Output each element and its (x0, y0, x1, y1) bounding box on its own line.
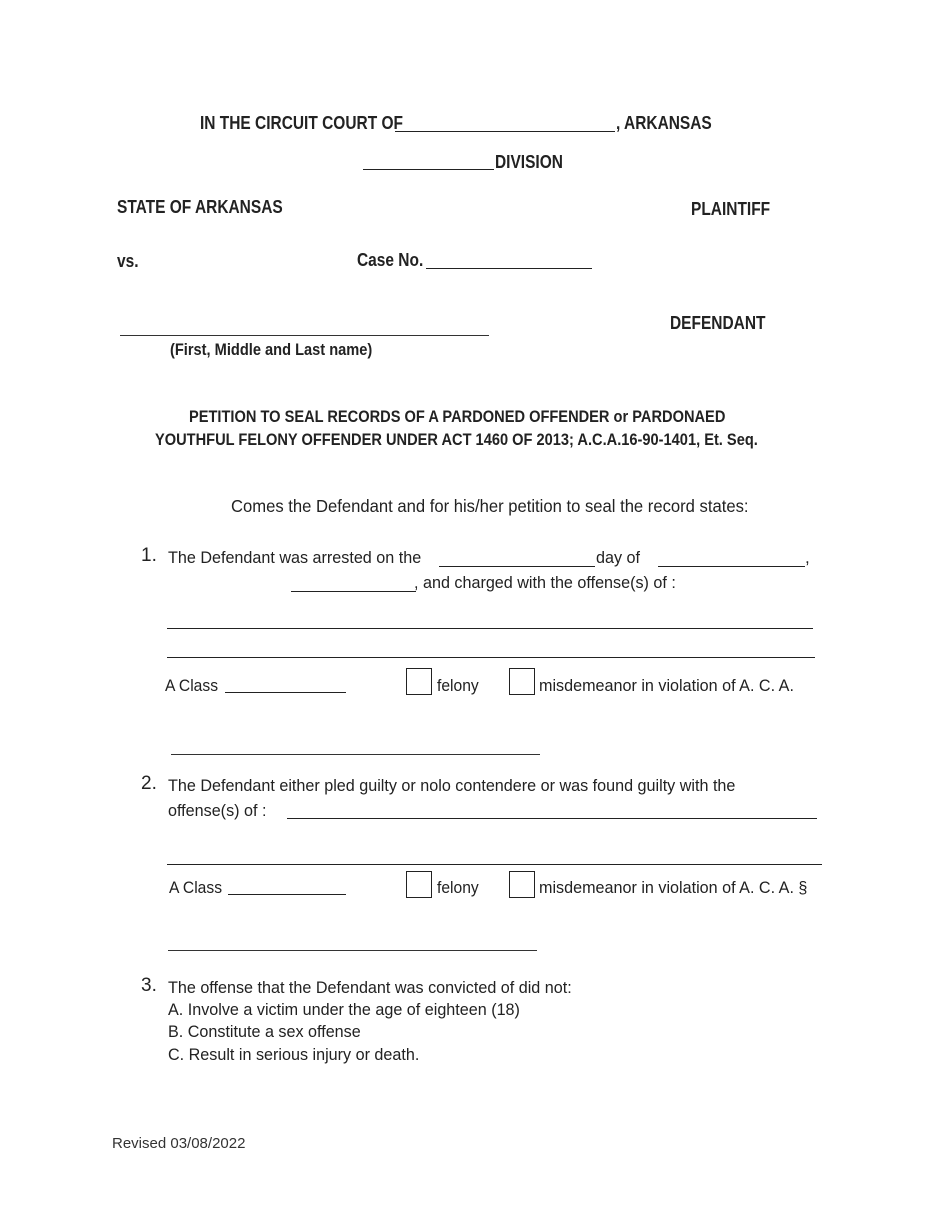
item1-offense-field-2[interactable] (167, 657, 815, 658)
item3-condition-a: A. Involve a victim under the age of eighteen (18) (168, 1000, 520, 1019)
item1-felony-label: felony (437, 676, 479, 695)
item1-class-label: A Class (165, 676, 219, 695)
arrest-year-field[interactable] (291, 591, 416, 592)
item2-class-field[interactable] (228, 894, 346, 895)
item1-text-a: The Defendant was arrested on the (168, 548, 422, 567)
item1-misdemeanor-checkbox[interactable] (509, 668, 535, 695)
revised-date: Revised 03/08/2022 (112, 1135, 246, 1152)
item2-offense-field-2[interactable] (167, 864, 822, 865)
defendant-label: DEFENDANT (670, 313, 766, 333)
item1-number: 1. (141, 545, 157, 566)
petition-title-line1: PETITION TO SEAL RECORDS OF A PARDONED OFFENDER or PARDONAED (189, 407, 726, 426)
item1-class-field[interactable] (225, 692, 346, 693)
plaintiff-label: PLAINTIFF (691, 199, 771, 219)
item3-condition-b: B. Constitute a sex offense (168, 1022, 361, 1041)
plaintiff-name: STATE OF ARKANSAS (117, 197, 283, 217)
court-county-field[interactable] (395, 131, 615, 132)
item1-statute-field[interactable] (171, 754, 540, 755)
intro-text: Comes the Defendant and for his/her petition to seal the record states: (231, 496, 749, 516)
item2-statute-field[interactable] (168, 950, 537, 951)
item1-misdemeanor-label: misdemeanor in violation of A. C. A. (539, 676, 794, 695)
division-field[interactable] (363, 169, 494, 170)
item1-offense-field-1[interactable] (167, 628, 813, 629)
arrest-month-field[interactable] (658, 566, 805, 567)
item2-misdemeanor-label: misdemeanor in violation of A. C. A. § (539, 878, 808, 897)
item2-misdemeanor-checkbox[interactable] (509, 871, 535, 898)
item3-text: The offense that the Defendant was convicted of did not: (168, 978, 572, 997)
item1-felony-checkbox[interactable] (406, 668, 432, 695)
court-state-label: , ARKANSAS (616, 113, 712, 133)
defendant-name-field[interactable] (120, 335, 489, 336)
item3-number: 3. (141, 975, 157, 996)
item2-felony-checkbox[interactable] (406, 871, 432, 898)
item2-text-b: offense(s) of : (168, 801, 267, 820)
item2-class-label: A Class (169, 878, 223, 897)
item1-text-d: , and charged with the offense(s) of : (414, 573, 676, 592)
division-label: DIVISION (495, 152, 563, 172)
vs-label: vs. (117, 251, 139, 271)
court-label: IN THE CIRCUIT COURT OF (200, 113, 403, 133)
item2-offense-field-1[interactable] (287, 818, 817, 819)
item1-text-c: , (805, 548, 810, 567)
item2-text-a: The Defendant either pled guilty or nolo contendere or was found guilty with the (168, 776, 736, 795)
case-no-label: Case No. (357, 250, 424, 270)
petition-title-line2: YOUTHFUL FELONY OFFENDER UNDER ACT 1460 OF 2013; A.C.A.16-90-1401, Et. Seq. (155, 430, 758, 449)
item3-condition-c: C. Result in serious injury or death. (168, 1045, 420, 1064)
item1-text-b: day of (596, 548, 640, 567)
arrest-day-field[interactable] (439, 566, 595, 567)
defendant-name-hint: (First, Middle and Last name) (170, 340, 373, 359)
item2-felony-label: felony (437, 878, 479, 897)
case-no-field[interactable] (426, 268, 592, 269)
item2-number: 2. (141, 773, 157, 794)
